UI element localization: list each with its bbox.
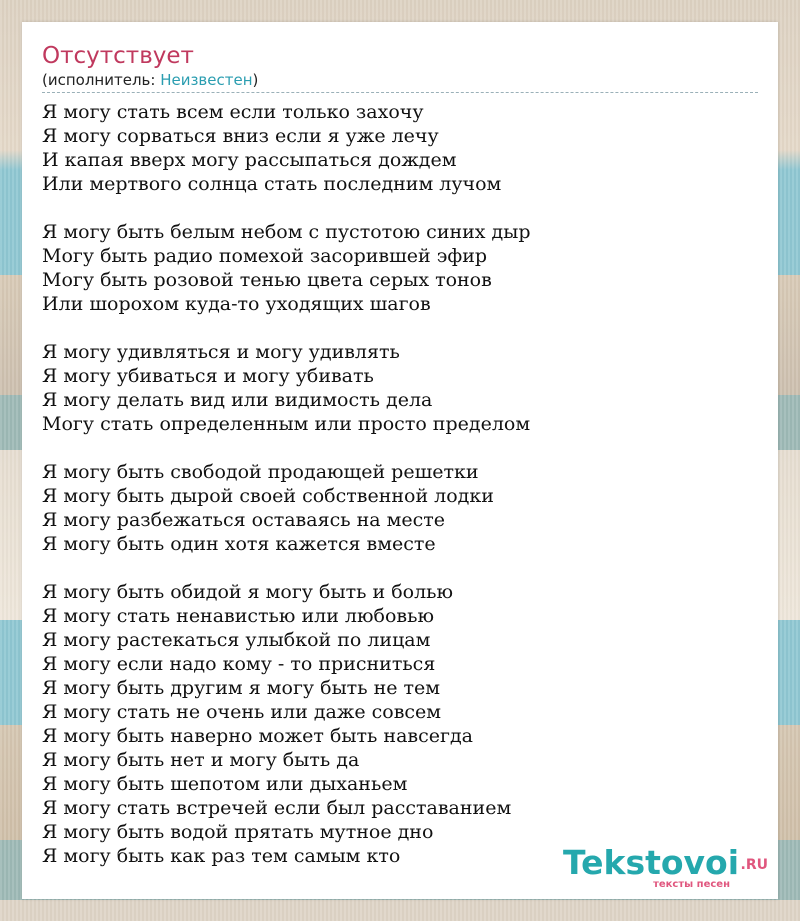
lyrics-stanza bbox=[42, 220, 758, 316]
lyrics-line: Я могу быть свободой продающей решетки bbox=[42, 461, 479, 483]
site-logo[interactable] bbox=[563, 843, 768, 889]
artist-link[interactable]: Неизвестен bbox=[160, 71, 253, 89]
lyrics-stanza bbox=[42, 460, 758, 556]
song-title: Отсутствует bbox=[42, 43, 194, 69]
lyrics-line: Я могу стать встречей если был расставанием bbox=[42, 797, 512, 819]
lyrics-line: Я могу быть дырой своей собственной лодки bbox=[42, 485, 494, 507]
lyrics-stanza bbox=[42, 340, 758, 436]
logo-name: Tekstovoi bbox=[563, 843, 740, 882]
lyrics-line: Я могу стать не очень или даже совсем bbox=[42, 701, 442, 723]
lyrics-line: Я могу если надо кому - то присниться bbox=[42, 653, 436, 675]
lyrics-line: Или мертвого солнца стать последним лучом bbox=[42, 173, 502, 195]
lyrics-line: Я могу убиваться и могу убивать bbox=[42, 365, 374, 387]
lyrics-stanza bbox=[42, 580, 758, 868]
lyrics-line: Я могу быть другим я могу быть не тем bbox=[42, 677, 441, 699]
song-meta bbox=[42, 70, 758, 93]
lyrics-body bbox=[42, 100, 758, 892]
lyrics-line: Я могу делать вид или видимость дела bbox=[42, 389, 433, 411]
lyrics-card bbox=[22, 22, 778, 899]
lyrics-line: Я могу быть как раз тем самым кто bbox=[42, 845, 401, 867]
lyrics-line: Могу быть радио помехой засорившей эфир bbox=[42, 245, 488, 267]
lyrics-line: Я могу быть белым небом с пустотою синих дыр bbox=[42, 221, 531, 243]
lyrics-line: Я могу стать ненавистью или любовью bbox=[42, 605, 434, 627]
lyrics-line: Могу стать определенным или просто пределом bbox=[42, 413, 531, 435]
lyrics-line: Я могу быть наверно может быть навсегда bbox=[42, 725, 473, 747]
artist-suffix: ) bbox=[252, 71, 259, 89]
lyrics-line: Я могу сорваться вниз если я уже лечу bbox=[42, 125, 439, 147]
lyrics-line: Я могу быть шепотом или дыханьем bbox=[42, 773, 408, 795]
lyrics-line: Я могу растекаться улыбкой по лицам bbox=[42, 629, 431, 651]
lyrics-line: Я могу быть нет и могу быть да bbox=[42, 749, 360, 771]
logo-tagline: тексты песен bbox=[653, 879, 730, 890]
lyrics-stanza bbox=[42, 100, 758, 196]
lyrics-line: Или шорохом куда-то уходящих шагов bbox=[42, 293, 431, 315]
lyrics-line: И капая вверх могу рассыпаться дождем bbox=[42, 149, 457, 171]
logo-tld: .RU bbox=[740, 857, 768, 873]
song-header bbox=[42, 42, 758, 93]
lyrics-line: Я могу быть обидой я могу быть и болью bbox=[42, 581, 454, 603]
lyrics-line: Могу быть розовой тенью цвета серых тонов bbox=[42, 269, 492, 291]
lyrics-line: Я могу быть один хотя кажется вместе bbox=[42, 533, 436, 555]
lyrics-line: Я могу быть водой прятать мутное дно bbox=[42, 821, 434, 843]
lyrics-line: Я могу удивляться и могу удивлять bbox=[42, 341, 400, 363]
artist-prefix: (исполнитель: bbox=[42, 71, 161, 89]
lyrics-line: Я могу разбежаться оставаясь на месте bbox=[42, 509, 446, 531]
lyrics-line: Я могу стать всем если только захочу bbox=[42, 101, 424, 123]
